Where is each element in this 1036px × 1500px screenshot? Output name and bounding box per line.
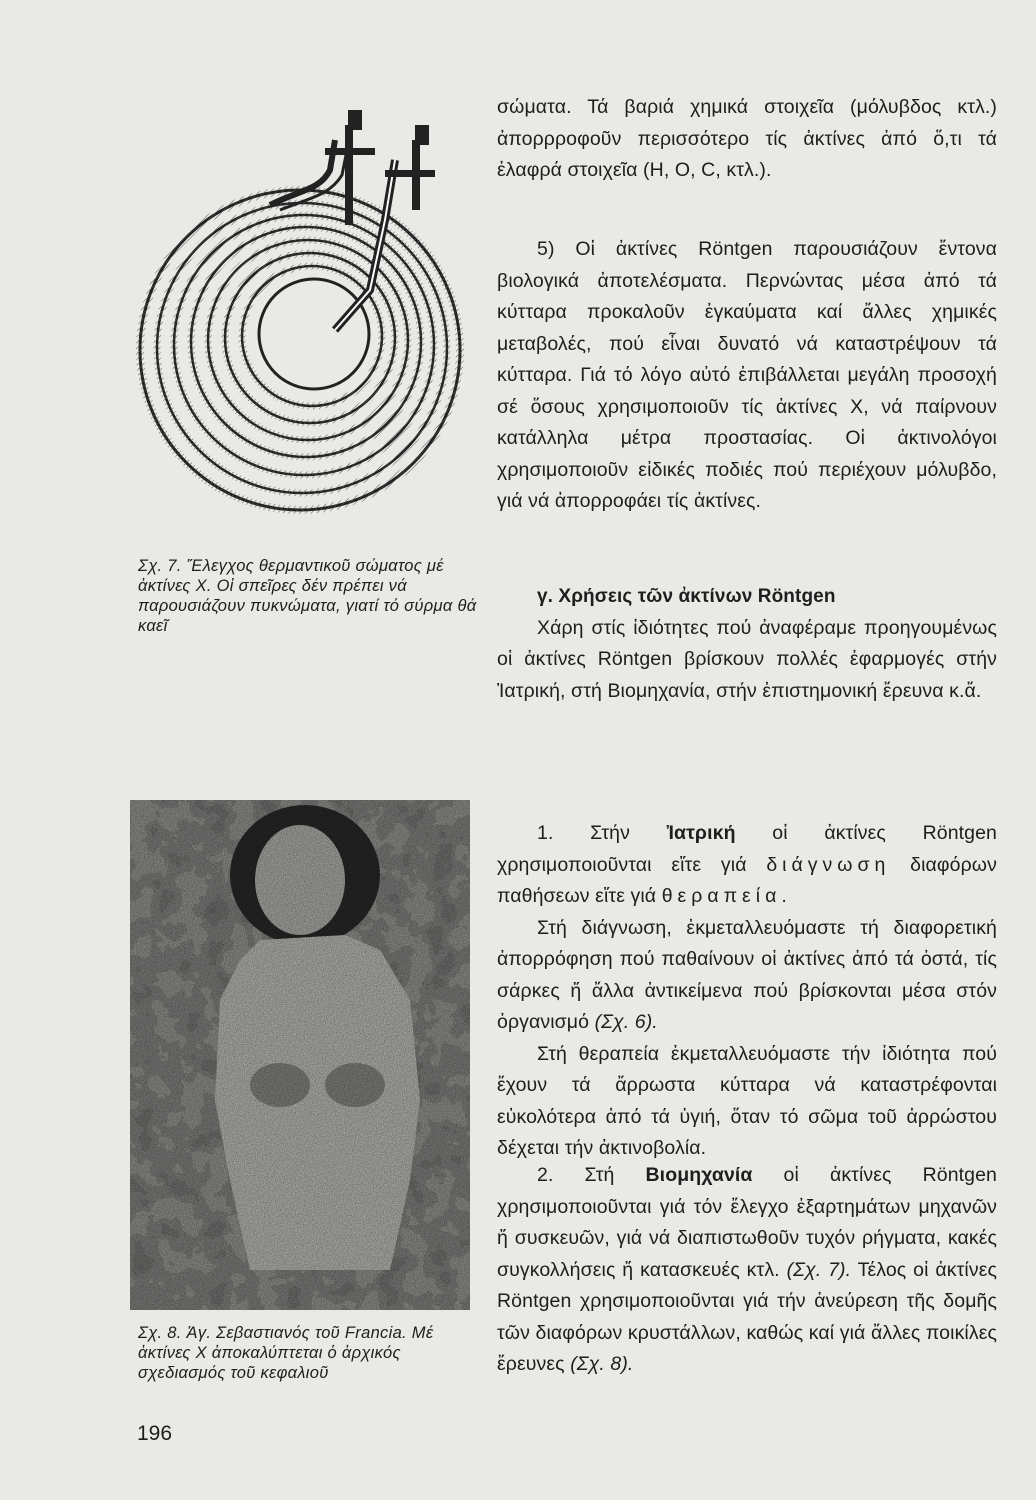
item1-diagnosis: διάγνωση (766, 853, 891, 876)
item1-diagnosis-paragraph (497, 913, 997, 1039)
painting-xray-image (130, 800, 470, 1310)
text-block-item1 (497, 818, 997, 1165)
text-block-item2 (497, 1160, 997, 1381)
item2-text-a: οἱ ἀκτίνες Röntgen χρησιμοποιοῦνται γιά τόν ἔλεγχο ἐξαρτημάτων μηχανῶν ἤ συσκευῶν, γιά νά διαπιστωθοῦν τυχόν ρήγματα, κακές συγκολλήσεις ἤ κατασκευές κτλ. (497, 1164, 997, 1281)
item2-figure8-ref: (Σχ. 8). (570, 1353, 634, 1375)
item1-text-b: διαφόρων παθήσεων εἴτε γιά (497, 853, 997, 907)
item1-text-a: οἱ ἀκτίνες Röntgen χρησιμοποιοῦνται εἴτε γιά (497, 822, 997, 876)
page-number: 196 (137, 1422, 173, 1445)
item1-term: Ἰατρική (666, 822, 736, 844)
text-block-section (497, 581, 997, 707)
figure7-caption-text: Σχ. 7. Ἔλεγχος θερμαντικοῦ σώματος μέ ἀκτίνες Χ. Οἱ σπεῖρες δέν πρέπει νά παρουσιάζουν πυκνώματα, γιατί τό σύρμα θά καεῖ (138, 557, 477, 635)
item1-therapy: θεραπεία. (661, 885, 792, 907)
paragraph-top: σώματα. Τά βαριά χημικά στοιχεῖα (μόλυβδος κτλ.) ἀπορρροφοῦν περισσότερο τίς ἀκτίνες ἀπό ὅ,τι τά ἐλαφρά στοιχεῖα (Η, Ο, C, κτλ.). (497, 96, 997, 181)
text-block-5 (497, 234, 997, 518)
item1-diagnosis-text: Στή διάγνωση, ἐκμεταλλευόμαστε τή διαφορετική ἀπορρόφηση πού παθαίνουν οἱ ἀκτίνες ἀπό τά ὀστά, τίς σάρκες ἤ ἄλλα ἀντικείμενα πού βρίσκονται μέσα στόν ὀργανισμό (497, 916, 997, 1033)
item2-figure7-ref: (Σχ. 7). (786, 1258, 852, 1281)
heating-coil-xray-image (130, 100, 475, 520)
text-block-top (497, 92, 997, 187)
item1-figure-ref: (Σχ. 6). (594, 1011, 658, 1033)
item2-paragraph (497, 1160, 997, 1381)
paragraph-intro: Χάρη στίς ἰδιότητες πού ἀναφέραμε προηγουμένως οἱ ἀκτίνες Röntgen βρίσκουν πολλές ἐφαρμογές στήν Ἰατρική, στή Βιομηχανία, στήν ἐπιστημονική ἔρευνα κ.ἄ. (497, 616, 997, 702)
item1-therapy-paragraph: Στή θεραπεία ἐκμεταλλευόμαστε τήν ἰδιότητα πού ἔχουν τά ἄρρωστα κύτταρα νά καταστρέφονται εὐκολότερα ἀπό τά ὑγιή, ὅταν τό σῶμα τοῦ ἀρρώστου δέχεται τήν ἀκτινοβολία. (497, 1042, 997, 1159)
item1-paragraph (497, 818, 997, 913)
figure8-caption-text: Σχ. 8. Ἁγ. Σεβαστιανός τοῦ Francia. Μέ ἀκτίνες Χ ἀποκαλύπτεται ὁ ἀρχικός σχεδιασμός τοῦ κεφαλιοῦ (138, 1324, 434, 1382)
section-heading: γ. Χρήσεις τῶν ἀκτίνων Röntgen (537, 586, 836, 607)
item2-number: 2. Στή (537, 1164, 615, 1186)
item1-number: 1. Στήν (537, 822, 630, 844)
figure8-caption (138, 1323, 483, 1383)
figure7-caption (138, 556, 483, 636)
item2-term: Βιομηχανία (645, 1164, 753, 1186)
paragraph-5: 5) Οἱ ἀκτίνες Röntgen παρουσιάζουν ἔντονα βιολογικά ἀποτελέσματα. Περνώντας μέσα ἀπό τά κύτταρα προκαλοῦν ἐγκαύματα καί ἄλλες χημικές μεταβολές, πού εἶναι δυνατό νά καταστρέψουν τά κύτταρα. Γιά τό λόγο αὐτό ἐπιβάλλεται μεγάλη προσοχή σέ ὅσους χρησιμοποιοῦν τίς ἀκτίνες Χ, νά παίρνουν κατάλληλα μέτρα προστασίας. Οἱ ἀκτινολόγοι χρησιμοποιοῦν εἰδικές ποδιές πού περιέχουν μόλυβδο, γιά νά ἀπορροφάει τίς ἀκτίνες. (497, 238, 997, 512)
item2-text-b: Τέλος οἱ ἀκτίνες Röntgen χρησιμοποιοῦνται γιά τήν ἀνεύρεση τῆς δομῆς τῶν διαφόρων κρυστάλλων, καθώς καί γιά ἄλλες ποικίλες ἔρευνες (497, 1258, 997, 1375)
